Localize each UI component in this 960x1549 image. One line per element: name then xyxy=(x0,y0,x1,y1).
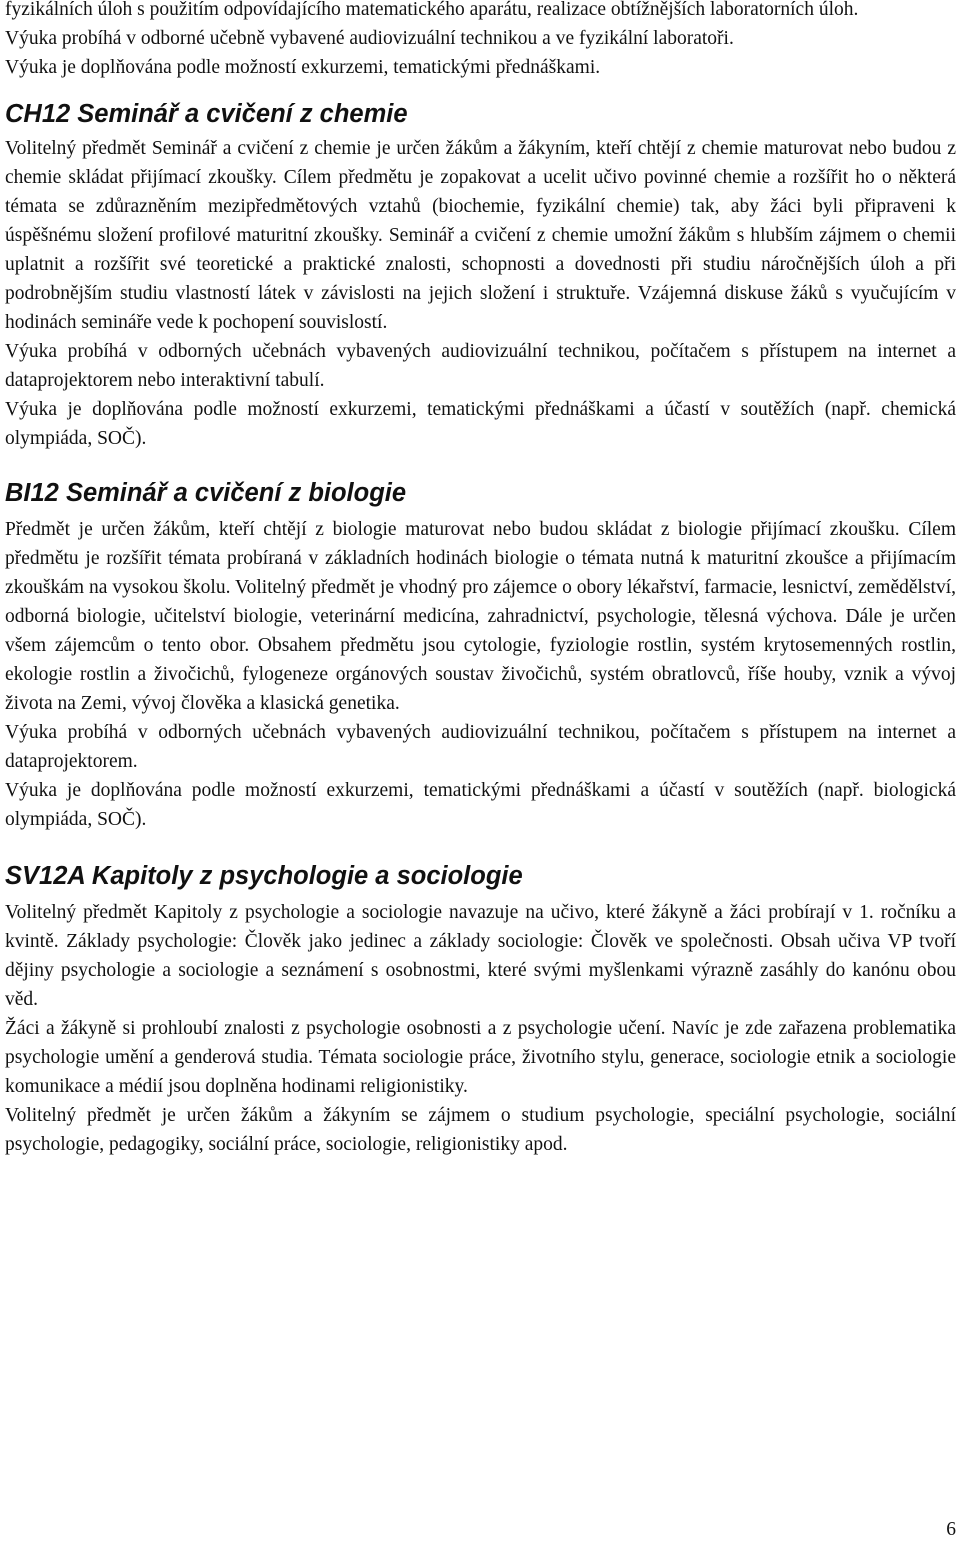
ch12-paragraph-2: Výuka probíhá v odborných učebnách vybavených audiovizuální technikou, počítačem s přístupem na internet a dataprojektorem nebo interaktivní tabulí. xyxy=(5,341,956,391)
intro-paragraph-1: fyzikálních úloh s použitím odpovídajícího matematického aparátu, realizace obtížnějších laboratorních úloh. xyxy=(5,0,859,20)
sv12a-paragraph-2: Žáci a žákyně si prohloubí znalosti z psychologie osobnosti a z psychologie učení. Navíc je zde zařazena problematika psychologie umění a genderová studia. Témata sociologie práce, životního stylu, generace, sociologie etnik a sociologie komunikace a médií jsou doplněna hodinami religionistiky. xyxy=(5,1018,956,1097)
intro-paragraph-2: Výuka probíhá v odborné učebně vybavené audiovizuální technikou a ve fyzikální laboratoři. xyxy=(5,28,734,49)
bi12-paragraph-1: Předmět je určen žákům, kteří chtějí z biologie maturovat nebo budou skládat z biologie přijímací zkoušku. Cílem předmětu je rozšířit témata probíraná v základních hodinách biologie o témata nutná k maturitní zkoušce a přijímacím zkouškám na vysokou školu. Volitelný předmět je vhodný pro zájemce o obory lékařství, farmacie, lesnictví, zemědělství, odborná biologie, učitelství biologie, veterinární medicína, zahradnictví, psychologie, tělesná výchova. Dále je určen všem zájemcům o tento obor. Obsahem předmětu jsou cytologie, fyziologie rostlin, systém krytosemenných rostlin, ekologie rostlin a živočichů, fylogeneze orgánových soustav živočichů, systém obratlovců, říše houby, vznik a vývoj života na Zemi, vývoj člověka a klasická genetika. xyxy=(5,519,956,714)
sv12a-paragraph-1: Volitelný předmět Kapitoly z psychologie a sociologie navazuje na učivo, které žákyně a žáci probírají v 1. ročníku a kvintě. Základy psychologie: Člověk jako jedinec a základy sociologie: Člověk ve společnosti. Obsah učiva VP tvoří dějiny psychologie a sociologie a seznámení s osobnostmi, které svými myšlenkami výrazně zasáhly do kanónu obou věd. xyxy=(5,902,956,1010)
section-heading-bi12: BI12 Seminář a cvičení z biologie xyxy=(5,479,407,507)
page-number: 6 xyxy=(946,1519,956,1540)
ch12-paragraph-3: Výuka je doplňována podle možností exkurzemi, tematickými přednáškami a účastí v soutěžích (např. chemická olympiáda, SOČ). xyxy=(5,399,956,449)
section-heading-sv12a: SV12A Kapitoly z psychologie a sociologie xyxy=(5,862,523,890)
bi12-paragraph-2: Výuka probíhá v odborných učebnách vybavených audiovizuální technikou, počítačem s přístupem na internet a dataprojektorem. xyxy=(5,722,956,772)
ch12-paragraph-1: Volitelný předmět Seminář a cvičení z chemie je určen žákům a žákyním, kteří chtějí z chemie maturovat nebo budou z chemie skládat přijímací zkoušky. Cílem předmětu je zopakovat a ucelit učivo povinné chemie a rozšířit ho o některá témata se zdůrazněním mezipředmětových vztahů (biochemie, fyzikální chemie) tak, aby žáci byli připraveni k úspěšnému složení profilové maturitní zkoušky. Seminář a cvičení z chemie umožní žákům s hlubším zájmem o chemii uplatnit a rozšířit své teoretické a praktické znalosti, schopnosti a dovednosti při studiu náročnějších úloh a při podrobnějším studiu vlastností látek v závislosti na jejich složení i struktuře. Vzájemná diskuse žáků s vyučujícím v hodinách semináře vede k pochopení souvislostí. xyxy=(5,138,956,333)
section-heading-ch12: CH12 Seminář a cvičení z chemie xyxy=(5,100,408,128)
sv12a-paragraph-3: Volitelný předmět je určen žákům a žákyním se zájmem o studium psychologie, speciální psychologie, sociální psychologie, pedagogiky, sociální práce, sociologie, religionistiky apod. xyxy=(5,1105,956,1155)
intro-paragraph-3: Výuka je doplňována podle možností exkurzemi, tematickými přednáškami. xyxy=(5,57,601,78)
bi12-paragraph-3: Výuka je doplňována podle možností exkurzemi, tematickými přednáškami a účastí v soutěžích (např. biologická olympiáda, SOČ). xyxy=(5,780,956,830)
